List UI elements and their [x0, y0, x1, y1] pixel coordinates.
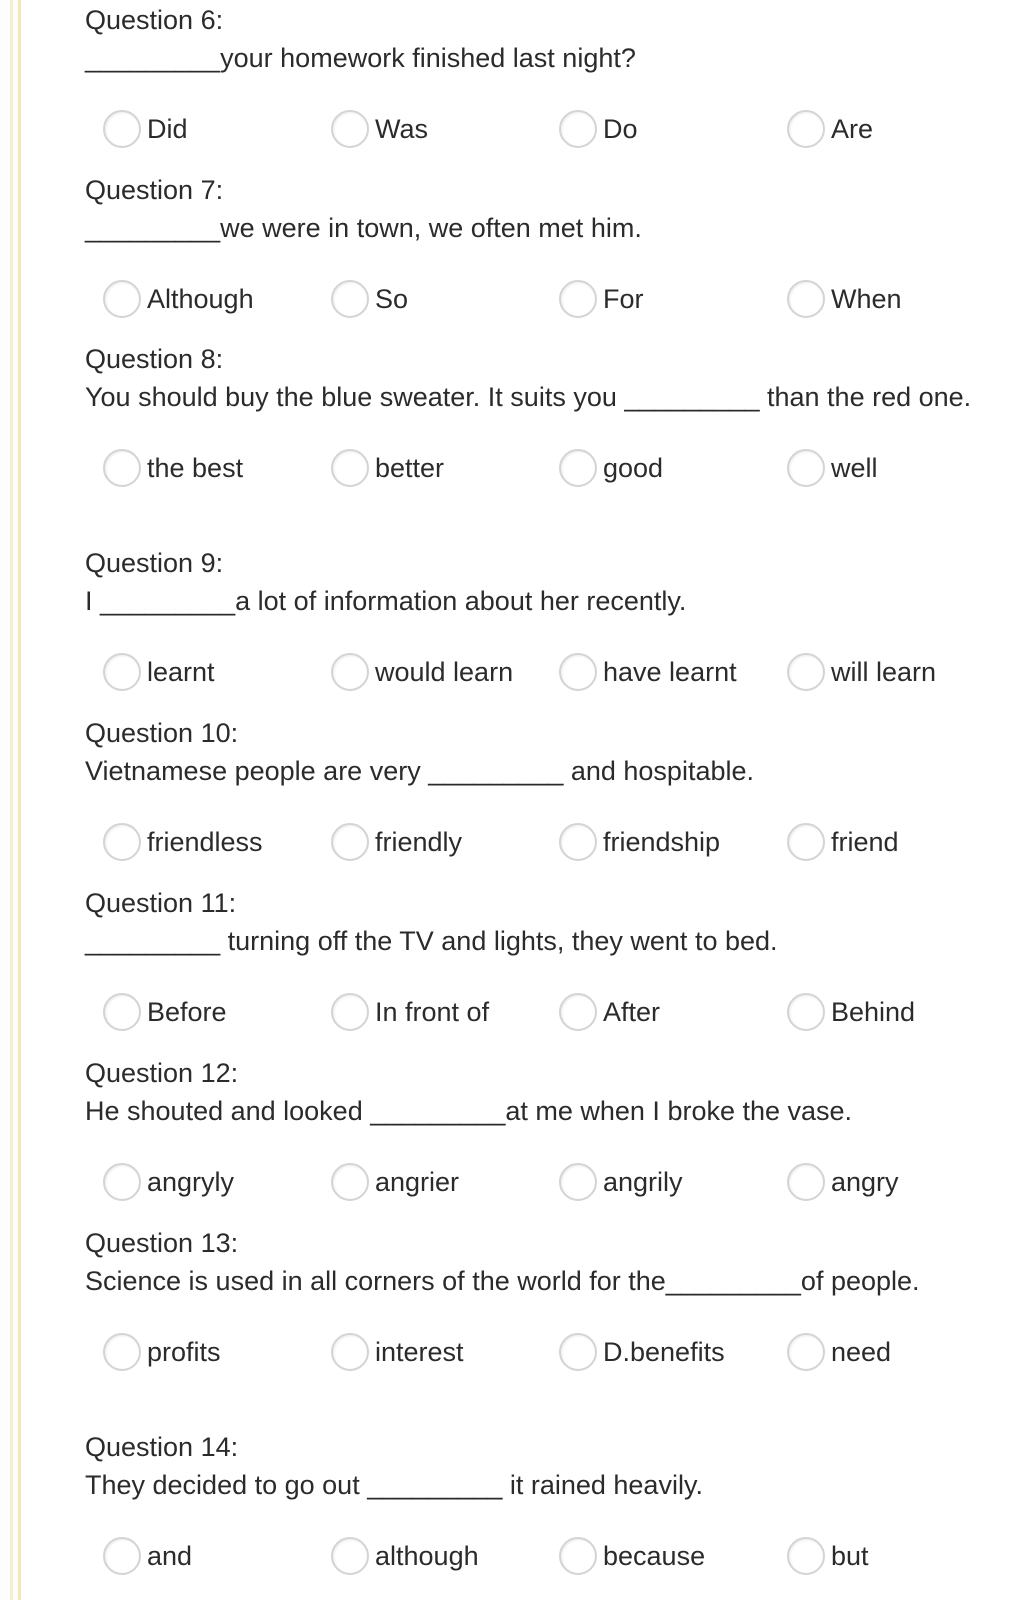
radio-button[interactable]	[559, 653, 597, 691]
radio-button[interactable]	[103, 1537, 141, 1575]
question-title: Question 9:	[85, 548, 224, 578]
radio-button[interactable]	[787, 823, 825, 861]
question-text: He shouted and looked _________at me when I broke the vase.	[85, 1096, 853, 1126]
radio-button[interactable]	[103, 653, 141, 691]
radio-button[interactable]	[331, 993, 369, 1031]
option-a[interactable]: Before	[85, 993, 313, 1031]
option-d[interactable]: but	[769, 1537, 997, 1575]
question-title: Question 13:	[85, 1228, 239, 1258]
question-title: Question 8:	[85, 344, 224, 374]
option-b[interactable]: would learn	[313, 653, 541, 691]
option-c[interactable]: For	[541, 280, 769, 318]
radio-button[interactable]	[103, 110, 141, 148]
option-d[interactable]: Are	[769, 110, 997, 148]
question-text: _________your homework finished last night?	[85, 43, 636, 73]
option-a[interactable]: Although	[85, 280, 313, 318]
option-c[interactable]: After	[541, 993, 769, 1031]
radio-button[interactable]	[559, 1333, 597, 1371]
answer-options	[85, 1518, 1005, 1594]
question-13	[85, 1225, 1005, 1390]
radio-button[interactable]	[559, 1537, 597, 1575]
radio-button[interactable]	[103, 1333, 141, 1371]
option-b[interactable]: interest	[313, 1333, 541, 1371]
question-title: Question 7:	[85, 175, 224, 205]
question-12	[85, 1055, 1005, 1220]
radio-button[interactable]	[103, 280, 141, 318]
question-title: Question 11:	[85, 888, 237, 918]
option-a[interactable]: angryly	[85, 1163, 313, 1201]
question-title: Question 10:	[85, 718, 239, 748]
question-text: Vietnamese people are very _________ and hospitable.	[85, 756, 755, 786]
radio-button[interactable]	[559, 280, 597, 318]
question-11	[85, 885, 1005, 1050]
question-8	[85, 341, 1005, 506]
option-b[interactable]: friendly	[313, 823, 541, 861]
option-b[interactable]: angrier	[313, 1163, 541, 1201]
option-a[interactable]: the best	[85, 449, 313, 487]
option-c[interactable]: have learnt	[541, 653, 769, 691]
radio-button[interactable]	[559, 1163, 597, 1201]
radio-button[interactable]	[787, 280, 825, 318]
radio-button[interactable]	[103, 993, 141, 1031]
radio-button[interactable]	[331, 449, 369, 487]
option-b[interactable]: although	[313, 1537, 541, 1575]
radio-button[interactable]	[787, 1163, 825, 1201]
answer-options	[85, 91, 1005, 167]
radio-button[interactable]	[331, 1537, 369, 1575]
radio-button[interactable]	[787, 993, 825, 1031]
radio-button[interactable]	[787, 1537, 825, 1575]
question-text: I _________a lot of information about her recently.	[85, 586, 687, 616]
option-a[interactable]: and	[85, 1537, 313, 1575]
answer-options	[85, 1314, 1005, 1390]
answer-options	[85, 261, 1005, 337]
radio-button[interactable]	[103, 449, 141, 487]
radio-button[interactable]	[787, 449, 825, 487]
option-d[interactable]: well	[769, 449, 997, 487]
question-text: They decided to go out _________ it rained heavily.	[85, 1470, 703, 1500]
question-14	[85, 1429, 1005, 1594]
option-a[interactable]: profits	[85, 1333, 313, 1371]
option-a[interactable]: Did	[85, 110, 313, 148]
option-c[interactable]: Do	[541, 110, 769, 148]
option-d[interactable]: angry	[769, 1163, 997, 1201]
answer-options	[85, 430, 1005, 506]
option-c[interactable]: D.benefits	[541, 1333, 769, 1371]
radio-button[interactable]	[103, 1163, 141, 1201]
option-b[interactable]: better	[313, 449, 541, 487]
question-9	[85, 545, 1005, 710]
question-10	[85, 715, 1005, 880]
option-d[interactable]: will learn	[769, 653, 997, 691]
option-d[interactable]: need	[769, 1333, 997, 1371]
answer-options	[85, 1144, 1005, 1220]
radio-button[interactable]	[331, 110, 369, 148]
question-text: You should buy the blue sweater. It suits you _________ than the red one.	[85, 382, 972, 412]
question-6	[85, 2, 1005, 167]
radio-button[interactable]	[787, 110, 825, 148]
radio-button[interactable]	[331, 280, 369, 318]
question-title: Question 12:	[85, 1058, 239, 1088]
option-c[interactable]: friendship	[541, 823, 769, 861]
radio-button[interactable]	[331, 653, 369, 691]
answer-options	[85, 804, 1005, 880]
option-d[interactable]: Behind	[769, 993, 997, 1031]
option-b[interactable]: So	[313, 280, 541, 318]
question-7	[85, 172, 1005, 337]
option-d[interactable]: friend	[769, 823, 997, 861]
radio-button[interactable]	[559, 993, 597, 1031]
answer-options	[85, 634, 1005, 710]
option-c[interactable]: angrily	[541, 1163, 769, 1201]
radio-button[interactable]	[103, 823, 141, 861]
radio-button[interactable]	[331, 1163, 369, 1201]
radio-button[interactable]	[787, 1333, 825, 1371]
question-text: _________we were in town, we often met him.	[85, 213, 642, 243]
option-b[interactable]: Was	[313, 110, 541, 148]
radio-button[interactable]	[331, 823, 369, 861]
question-title: Question 14:	[85, 1432, 239, 1462]
option-c[interactable]: good	[541, 449, 769, 487]
option-a[interactable]: friendless	[85, 823, 313, 861]
left-rail	[0, 0, 21, 1600]
option-b[interactable]: In front of	[313, 993, 541, 1031]
radio-button[interactable]	[787, 653, 825, 691]
radio-button[interactable]	[559, 823, 597, 861]
question-text: Science is used in all corners of the world for the_________of people.	[85, 1266, 920, 1296]
question-title: Question 6:	[85, 5, 224, 35]
answer-options	[85, 974, 1005, 1050]
option-a[interactable]: learnt	[85, 653, 313, 691]
option-d[interactable]: When	[769, 280, 997, 318]
radio-button[interactable]	[331, 1333, 369, 1371]
radio-button[interactable]	[559, 110, 597, 148]
option-c[interactable]: because	[541, 1537, 769, 1575]
radio-button[interactable]	[559, 449, 597, 487]
question-text: _________ turning off the TV and lights, they went to bed.	[85, 926, 778, 956]
